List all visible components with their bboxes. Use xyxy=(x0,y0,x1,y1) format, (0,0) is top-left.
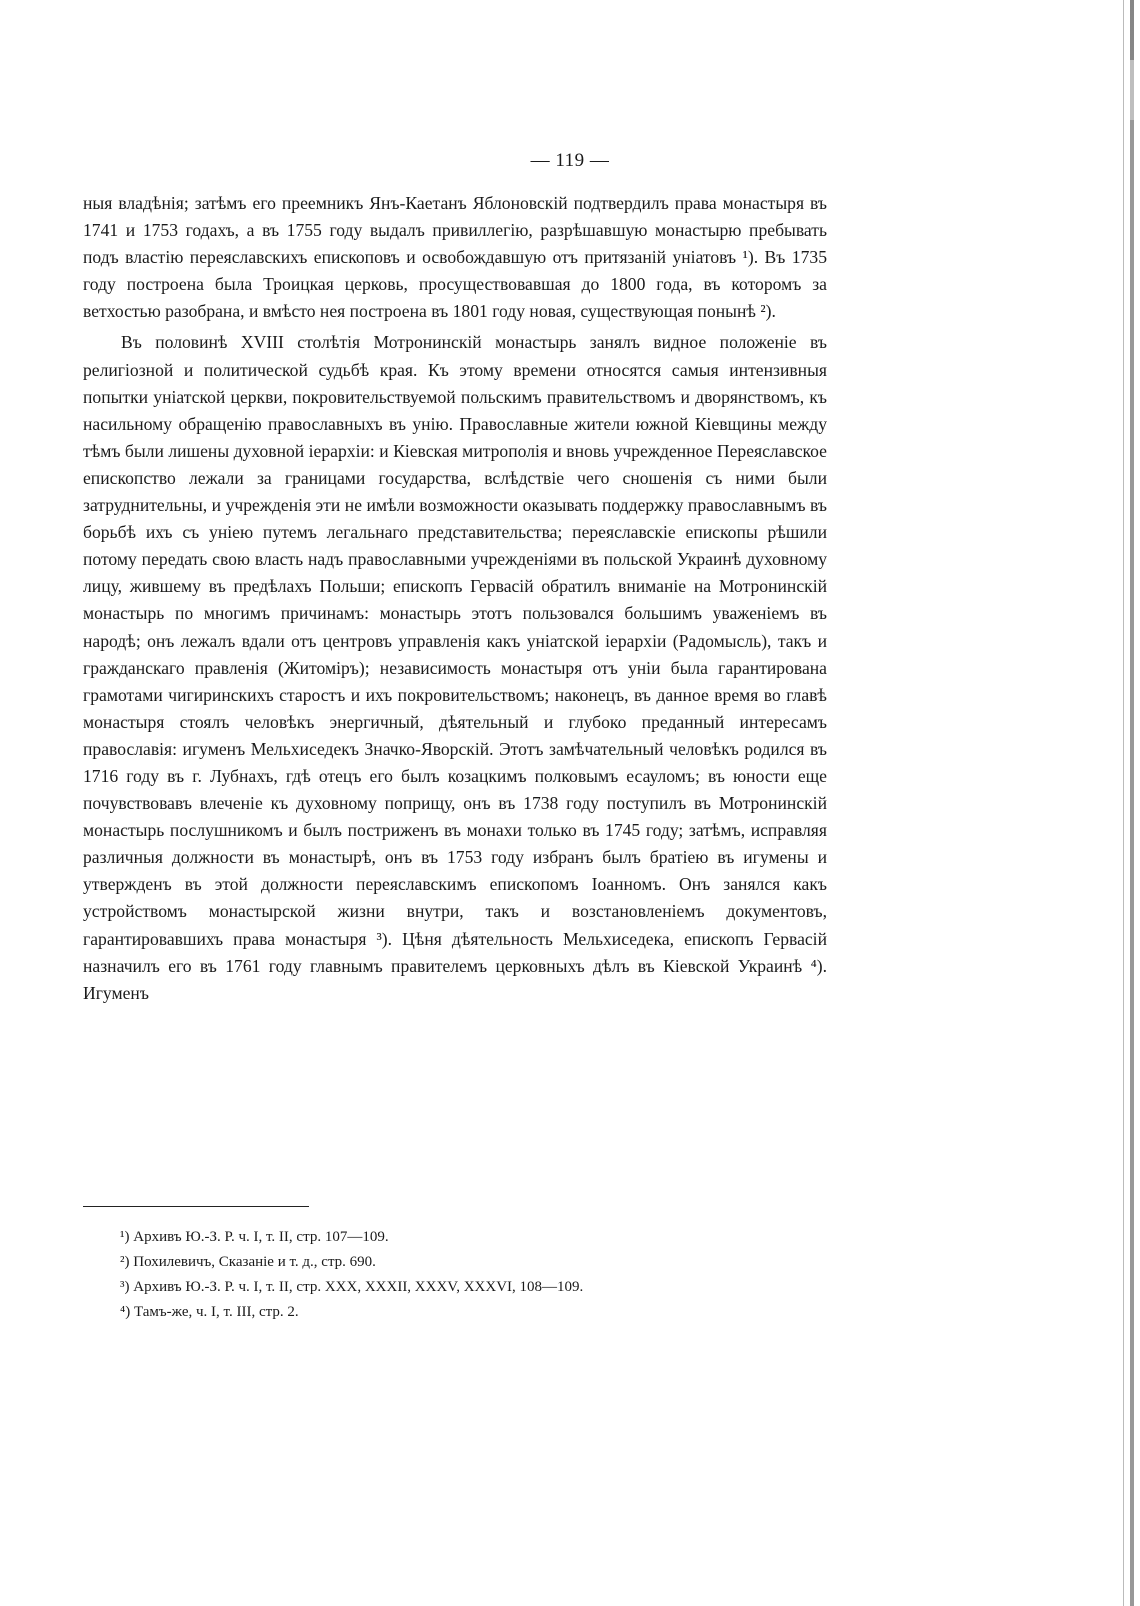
footnote-mark: ¹) xyxy=(120,1229,130,1245)
footnote-text: Похилевичъ, Сказаніе и т. д., стр. 690. xyxy=(133,1254,376,1270)
paragraph-1: ныя владѣнія; затѣмъ его преемникъ Янъ-Каетанъ Яблоновскій подтвердилъ права монастыря въ 1741 и 1753 годахъ, а въ 1755 году выдалъ привиллегію, разрѣшавшую монастырю пребывать подъ властію переяславскихъ епископовъ и освобождавшую отъ притязаній уніатовъ ¹). Въ 1735 году построена была Троицкая церковь, просуществовавшая до 1800 года, въ которомъ за ветхостью разобрана, и вмѣсто нея построена въ 1801 году новая, существующая понынѣ ²). xyxy=(83,193,827,322)
page-number: — 119 — xyxy=(530,150,610,171)
footnote-2 xyxy=(120,1250,820,1275)
scan-edge-line xyxy=(1123,0,1124,1606)
paragraph-2: Въ половинѣ XVIII столѣтія Мотронинскій монастырь занялъ видное положеніе въ религіозной и политической судьбѣ края. Къ этому времени относятся самыя интензивныя попытки уніатской церкви, покровительствуемой польскимъ правительствомъ и дворянствомъ, къ насильному обращенію православныхъ въ унію. Православные жители южной Кіевщины между тѣмъ были лишены духовной іерархіи: и Кіевская митрополія и вновь учрежденное Переяславское епископство лежали за границами государства, вслѣдствіе чего сношенія съ ними были затруднительны, и учрежденія эти не имѣли возможности оказывать поддержку православнымъ въ борьбѣ ихъ съ уніею путемъ легальнаго представительства; переяславскіе епископы рѣшили потому передать свою власть надъ православными учрежденіями въ польской Украинѣ духовному лицу, жившему въ предѣлахъ Польши; епископъ Гервасій обратилъ вниманіе на Мотронинскій монастырь по многимъ причинамъ: монастырь этотъ пользовался большимъ уваженіемъ въ народѣ; онъ лежалъ вдали отъ центровъ управленія какъ уніатской іерархіи (Радомысль), такъ и гражданскаго правленія (Житоміръ); независимость монастыря отъ уніи была гарантирована грамотами чигиринскихъ старостъ и ихъ покровительствомъ; наконецъ, въ данное время во главѣ монастыря стоялъ человѣкъ энергичный, дѣятельный и глубоко преданный интересамъ православія: игуменъ Мельхиседекъ Значко-Яворскій. Этотъ замѣчательный человѣкъ родился въ 1716 году въ г. Лубнахъ, гдѣ отецъ его былъ козацкимъ полковымъ есауломъ; въ юности еще почувствовавъ влеченіе къ духовному поприщу, онъ въ 1738 году поступилъ въ Мотронинскій монастырь послушникомъ и былъ постриженъ въ монахи только въ 1745 году; затѣмъ, исправляя различныя должности въ монастырѣ, онъ въ 1753 году избранъ былъ братіею въ игумены и утвержденъ въ этой должности переяславскимъ епископомъ Іоанномъ. Онъ занялся какъ устройствомъ монастырской жизни внутри, такъ и возстановленіемъ документовъ, гарантировавшихъ права монастыря ³). Цѣня дѣятельность Мельхиседека, епископъ Гервасій назначилъ его въ 1761 году главнымъ правителемъ церковныхъ дѣлъ въ Кіевской Украинѣ ⁴). Игуменъ xyxy=(83,332,827,1003)
footnote-mark: ²) xyxy=(120,1254,130,1270)
footnote-text: Архивъ Ю.-З. Р. ч. I, т. II, стр. 107—109. xyxy=(133,1229,389,1245)
footnote-mark: ⁴) xyxy=(120,1304,131,1320)
footnote-3 xyxy=(120,1275,820,1300)
footnote-text: Тамъ-же, ч. I, т. III, стр. 2. xyxy=(133,1304,299,1320)
scan-edge-shadow xyxy=(1130,0,1134,1606)
footnotes xyxy=(120,1225,820,1325)
main-text xyxy=(83,190,827,1007)
footnote-4 xyxy=(120,1300,820,1325)
footnote-divider xyxy=(83,1206,309,1207)
footnote-mark: ³) xyxy=(120,1279,130,1295)
footnote-text: Архивъ Ю.-З. Р. ч. I, т. II, стр. XXX, XXXII, XXXV, XXXVI, 108—109. xyxy=(133,1279,584,1295)
footnote-1 xyxy=(120,1225,820,1250)
